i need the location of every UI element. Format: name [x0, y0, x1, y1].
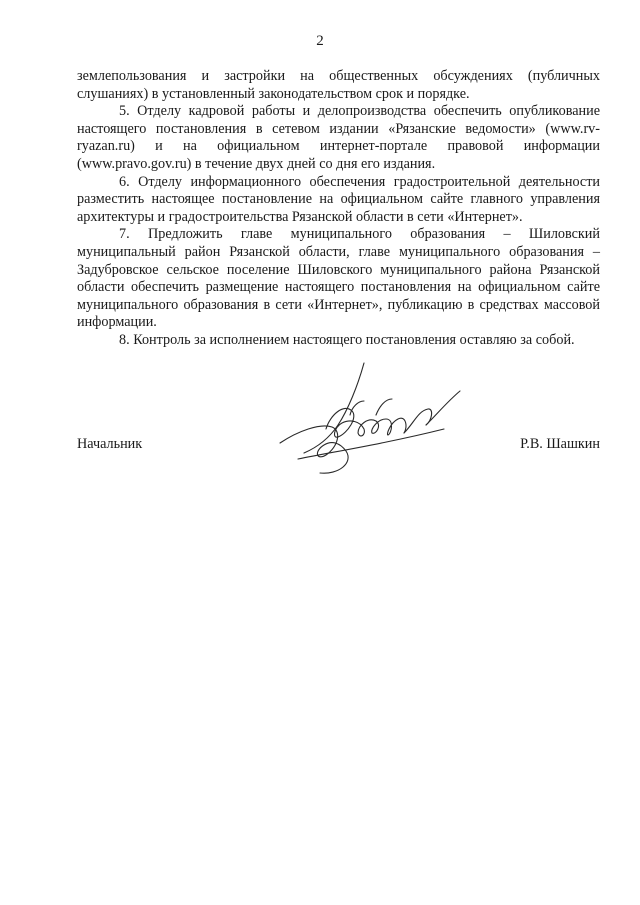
paragraph-item-5: 5. Отделу кадровой работы и делопроизводства обеспечить опубликование настоящего постановления в сетевом издании «Рязанские ведомости» (www.rv-ryazan.ru) и на официальном интернет-портале правовой информации (www.pravo.gov.ru) в течение двух дней со дня его издания. [77, 103, 600, 172]
handwritten-signature [268, 355, 478, 485]
paragraph-item-6: 6. Отделу информационного обеспечения градостроительной деятельности разместить настоящее постановление на официальном сайте главного управления архитектуры и градостроительства Рязанской области в сети «Интернет». [77, 173, 600, 225]
document-body [77, 68, 600, 350]
paragraph-continuation: землепользования и застройки на общественных обсуждениях (публичных слушаниях) в установленный законодательством срок и порядке. [77, 68, 600, 102]
signatory-position: Начальник [77, 436, 143, 452]
page-number: 2 [316, 33, 324, 49]
signatory-name: Р.В. Шашкин [520, 436, 600, 452]
signature-block [77, 436, 600, 460]
paragraph-item-8: 8. Контроль за исполнением настоящего постановления оставляю за собой. [119, 331, 575, 348]
paragraph-item-7: 7. Предложить главе муниципального образования – Шиловский муниципальный район Рязанской области, главе муниципального образования – Задубровское сельское поселение Шиловского муниципального района Рязанской области обеспечить размещение настоящего постановления на официальном сайте муниципального образования в сети «Интернет», публикацию в средствах массовой информации. [77, 226, 600, 331]
